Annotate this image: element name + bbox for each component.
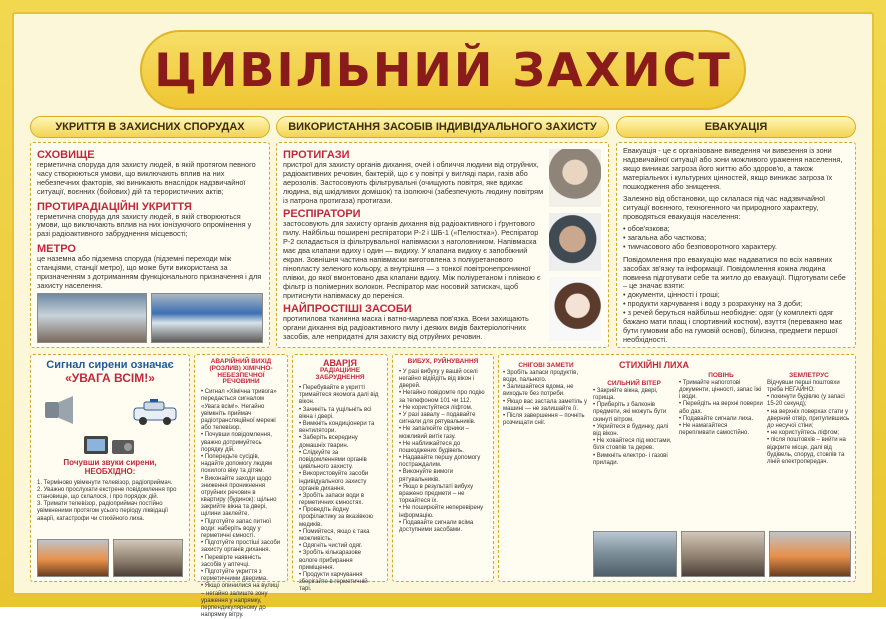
siren-step-3: 3. Тримати телевізор, радіоприймач постійно увімкненими протягом усього періоду ліквідації аварії, катастрофи чи стихійного лиха. bbox=[37, 501, 169, 522]
flood-item-4: • Не намагайтеся перепливати самостійно. bbox=[679, 422, 750, 437]
snow-item-2: • Залишайтеся вдома, не виходьте без потреби. bbox=[503, 384, 574, 398]
explosion-item-4: • У разі завалу – подавайте сигнали для рятувальників. bbox=[399, 411, 476, 426]
explosion-item-10: • Не поширюйте неперевірену інформацію. bbox=[399, 505, 484, 519]
shelter-text: герметична споруда для захисту людей, в якій протягом певного часу створюються умови, що виключають вплив на них небезпечних факторів, які виникають внаслідок надзвичайної ситуації, воєнних (бойових) дій та терористичних актів; bbox=[37, 160, 256, 196]
explosion-item-3: • Не користуйтеся ліфтом. bbox=[399, 404, 473, 411]
accident-panel bbox=[292, 354, 388, 593]
quake-item-1: Відчувши перші поштовхи треба НЕГАЙНО: bbox=[767, 379, 840, 393]
accident-item-11: • Зробіть кількаразове вологе прибирання приміщення. bbox=[299, 550, 362, 571]
evacuation-panel bbox=[616, 142, 856, 348]
chemical-item-8: • Підготуйте укриття з герметичними дверима. bbox=[201, 568, 268, 583]
gas-mask-text: пристрої для захисту органів дихання, очей і обличчя людини від отруйних, радіоактивних речовин, бактерій, що є у повітрі у вигляді пари, газів або аерозолів. Застосовують фільтрувальні (очищують повітря, яке вдихає людина, від шкідливих домішок) та ізолюючі (забезпечують людину повітрям із патрона протигаза) протигази. bbox=[283, 160, 544, 205]
storm-photo bbox=[593, 531, 677, 577]
column-header-evacuation: ЕВАКУАЦІЯ bbox=[616, 116, 856, 138]
radio-tv-icon bbox=[81, 433, 137, 459]
snow-item-1: • Зробіть запаси продуктів, води, пального. bbox=[503, 369, 578, 383]
explosion-item-1: • У разі вибуху у вашій оселі негайно відійдіть від вікон і дверей. bbox=[399, 368, 478, 390]
shelters-panel bbox=[30, 142, 270, 348]
siren-step-2: 2. Уважно прослухати екстрене повідомлення про становище, що склалося, і про порядок дій. bbox=[37, 486, 177, 500]
metro-train-photo bbox=[151, 293, 263, 343]
quake-item-2: • покинути будівлю (у запасі 15-20 секунд); bbox=[767, 394, 845, 408]
flood-item-3: • Подавайте сигнали лиха. bbox=[679, 415, 754, 422]
chemical-item-1: • Сигнал «Хімічна тривога» передається сигналом «Увага всім!». Негайно увімкніть приймач радіотрансляційної мережі або телевізор. bbox=[201, 389, 277, 432]
snow-title: СНІГОВІ ЗАМЕТИ bbox=[518, 362, 574, 369]
disaster-title: СТИХІЙНІ ЛИХА bbox=[618, 360, 689, 370]
page-title: ЦИВІЛЬНИЙ ЗАХИСТ bbox=[154, 43, 732, 97]
title-banner bbox=[140, 30, 746, 110]
metro-station-photo bbox=[37, 293, 147, 343]
respirator-text: застосовують для захисту органів дихання від радіоактивного і ґрунтового пилу. Найбільш поширені респіратори Р-2 і ШБ-1 («Пелюстка»). Респіратор Р-2 складається із фільтрувальної напівмаски з наголовником. Напівмаска має два клапани вдиху і один — видиху. У клапана видиху є запобіжний екран. Зовнішня частина напівмаски виготовлена з поліуретанового пінопласту зеленого кольору, а внутрішня — з тонкої повітронепроникної плівки, до якої вмонтовано два клапани вдиху. Між поліуретаном і плівкою є фільтр із полімерних волокон. Респіратор має носовий затискач, щоб притиснути напівмаску до переніся. bbox=[283, 219, 541, 300]
evacuation-definition: Евакуація - це є організоване виведення чи вивезення із зони надзвичайної ситуації або зони можливого ураження населення, якщо виникає загроза його життю або здоров'ю, а також матеріальних і культурних цінностей, якщо виникає загроза їх пошкодження або знищення. bbox=[623, 146, 843, 191]
siren-panel bbox=[30, 354, 190, 582]
wind-item-4: • Не ховайтеся під мостами, біля стовпів та дерев. bbox=[593, 438, 672, 452]
siren-alarm-text: «УВАГА ВСІМ!» bbox=[65, 371, 155, 385]
snow-item-4: • Після завершення – почніть розчищати сніг. bbox=[503, 412, 585, 427]
accident-item-6: • Використовуйте засоби індивідуального захисту органів дихання. bbox=[299, 471, 369, 492]
evacuation-take-3: • з речей беруться найбільш необхідне: одяг (у комплекті одяг бажано мати плащ і спортивний костюм), взуття (переважно має бути гумовим або на гумовій основі), білизна, предмети першої необхідності. bbox=[623, 308, 843, 344]
chemical-item-3: • Попередьте сусідів, надайте допомогу людям похилого віку та дітям. bbox=[201, 453, 273, 475]
evacuation-take-2: • продукти харчування і воду з розрахунку на 3 доби; bbox=[623, 299, 803, 309]
flood-photo bbox=[681, 531, 765, 577]
police-car-icon bbox=[131, 397, 179, 427]
accident-item-3: • Вимкніть кондиціонери та вентилятори. bbox=[299, 421, 375, 435]
wind-title: СИЛЬНИЙ ВІТЕР bbox=[607, 380, 661, 387]
wind-item-2: • Приберіть з балконів предмети, які можуть бути скинуті вітром. bbox=[593, 402, 667, 423]
explosion-item-6: • Не наближайтеся до пошкоджених будівель. bbox=[399, 440, 464, 454]
quake-item-3: • на верхніх поверхах стати у дверний отвір, притулившись до несучої стіни; bbox=[767, 408, 850, 429]
chemical-item-9: • Якщо опинилися на вулиці – негайно залиште зону ураження у напрямку, перпендикулярному до напрямку вітру. bbox=[201, 583, 279, 619]
chemical-item-2: • Почувши повідомлення, уважно дотримуйтесь порядку дій. bbox=[201, 432, 272, 453]
wind-item-1: • Закрийте вікна, двері, горища. bbox=[593, 387, 658, 401]
respirator-heading: РЕСПІРАТОРИ bbox=[283, 208, 361, 221]
wind-item-3: • Укрийтеся в будинку, далі від вікон. bbox=[593, 423, 669, 437]
chemical-item-7: • Перевірте наявність засобів у аптечці. bbox=[201, 554, 262, 568]
siren-actions-heading: Почувши звуки сирени, НЕОБХІДНО: bbox=[63, 458, 157, 476]
gas-mask-heading: ПРОТИГАЗИ bbox=[283, 149, 350, 161]
flood-item-1: • Тримайте напоготові документи, цінності, запас їжі і води. bbox=[679, 379, 762, 401]
siren-step-1: 1. Терміново увімкнути телевізор, радіоприймач. bbox=[37, 479, 173, 486]
wind-item-5: • Вимкніть електро- і газові прилади. bbox=[593, 452, 668, 466]
explosion-panel bbox=[392, 354, 494, 582]
ppe-panel bbox=[276, 142, 609, 348]
explosion-item-9: • Якщо в результаті вибуху вражено предмети – не торкайтеся їх. bbox=[399, 483, 474, 505]
evacuation-type-2: • загальна або часткова; bbox=[623, 233, 707, 243]
explosion-item-5: • Не запалюйте сірники – можливий витік газу. bbox=[399, 426, 470, 440]
explosion-item-2: • Негайно повідомте про подію за телефоном 101 чи 112. bbox=[399, 390, 485, 404]
accident-item-2: • Зачиніть та ущільніть всі вікна і двері. bbox=[299, 406, 372, 420]
snow-item-3: • Якщо вас застала заметіль у машині — не залишайте її. bbox=[503, 398, 588, 412]
accident-item-12: • Продукти харчування зберігайте в герметичній тарі. bbox=[299, 571, 368, 593]
radiation-shelter-heading: ПРОТИРАДІАЦІЙНІ УКРИТТЯ bbox=[37, 200, 192, 213]
chemical-panel bbox=[194, 354, 288, 619]
metro-text: це наземна або підземна споруда (підземні переходи між станціями, станції метро), що може бути використана за призначенням з дотриманням функціонального призначення і для захисту населення. bbox=[37, 254, 262, 290]
evacuation-conditions: Залежно від обстановки, що склалася під час надзвичайної ситуації воєнного, техногенного чи природного характеру, проводяться евакуація населення: bbox=[623, 194, 826, 222]
snow-column bbox=[503, 363, 589, 427]
accident-item-1: • Перебувайте в укритті тримайтеся якомога далі від вікон. bbox=[299, 385, 379, 406]
quake-column bbox=[767, 373, 851, 466]
explosion-smoke-photo bbox=[37, 539, 109, 577]
quake-item-5: • після поштовхів – вийти на відкрите місце, далі від будівель, споруд, стовпів та ліній електропередач. bbox=[767, 437, 846, 465]
explosion-title: ВИБУХ, РУЙНУВАННЯ bbox=[407, 358, 479, 365]
evacuation-type-3: • тимчасового або безповоротного характеру. bbox=[623, 241, 777, 251]
chemical-item-4: • Виконайте заходи щодо зниження проникнення отруйних речовин в квартиру (будинок): щільно закрийте вікна та двері, щілини заклейте. bbox=[201, 475, 277, 518]
simple-mask-photo bbox=[549, 277, 601, 341]
accident-item-10: • Одягніть чистий одяг. bbox=[299, 543, 363, 550]
accident-item-8: • Проведіть йодну профілактику за вказівкою медиків. bbox=[299, 507, 373, 528]
industrial-smoke-photo bbox=[113, 539, 183, 577]
metro-heading: МЕТРО bbox=[37, 243, 76, 256]
explosion-item-7: • Надавайте першу допомогу постраждалим. bbox=[399, 455, 481, 469]
accident-item-5: • Слідкуйте за повідомленнями органів цивільного захисту. bbox=[299, 449, 367, 471]
siren-icon bbox=[39, 395, 79, 425]
accident-item-9: • Помийтеся, якщо є така можливість. bbox=[299, 528, 370, 542]
flood-title: ПОВІНЬ bbox=[708, 372, 734, 379]
gas-mask-photo bbox=[549, 149, 601, 207]
shelter-heading: СХОВИЩЕ bbox=[37, 149, 95, 161]
disaster-panel bbox=[498, 354, 856, 582]
evacuation-take-1: • документи, цінності і гроші; bbox=[623, 290, 720, 300]
accident-item-7: • Зробіть запаси води в герметичних ємностях. bbox=[299, 492, 365, 507]
explosion-item-8: • Виконуйте вимоги рятувальників. bbox=[399, 469, 454, 483]
siren-heading: Сигнал сирени означає bbox=[46, 359, 174, 371]
radiation-shelter-text: герметична споруда для захисту людей, в якій створюються умови, що виключають вплив на них іонізуючого опромінення у разі радіоактивного забруднення місцевості; bbox=[37, 211, 252, 239]
respirator-photo bbox=[549, 213, 601, 271]
flood-column bbox=[679, 373, 763, 437]
wind-column bbox=[593, 381, 675, 467]
chemical-title: АВАРІЙНИЙ ВИХІД (РОЗЛИВ) ХІМІЧНО-НЕБЕЗПЕЧНОЇ РЕЧОВИНИ bbox=[209, 358, 273, 386]
earthquake-photo bbox=[769, 531, 851, 577]
simple-means-text: протипилова тканинна маска і ватно-марлева пов'язка. Вони захищають органи дихання від радіоактивного пилу і деяких видів бактеріологічних засобів, але непридатні для захисту від отруйних речовин. bbox=[283, 314, 529, 342]
chemical-item-6: • Підготуйте простіші засоби захисту органів дихання. bbox=[201, 540, 281, 554]
simple-means-heading: НАЙПРОСТІШІ ЗАСОБИ bbox=[283, 303, 412, 316]
quake-item-4: • не користуйтесь ліфтом; bbox=[767, 430, 840, 437]
flood-item-2: • Перейдіть на верхні поверхи або дах. bbox=[679, 401, 763, 415]
accident-title: АВАРІЯ bbox=[322, 358, 358, 368]
column-header-ppe: ВИКОРИСТАННЯ ЗАСОБІВ ІНДИВІДУАЛЬНОГО ЗАХИСТУ bbox=[276, 116, 609, 138]
evacuation-type-1: • обов'язкова; bbox=[623, 224, 670, 234]
accident-subtitle: РАДІАЦІЙНЕ ЗАБРУДНЕННЯ bbox=[315, 367, 365, 382]
explosion-item-11: • Подавайте сигнали всіма доступними засобами. bbox=[399, 519, 474, 533]
quake-title: ЗЕМЛЕТРУС bbox=[789, 372, 829, 379]
column-header-shelters: УКРИТТЯ В ЗАХИСНИХ СПОРУДАХ bbox=[30, 116, 270, 138]
chemical-item-5: • Підготуйте запас питної води: наберіть воду у герметичні ємності. bbox=[201, 518, 272, 539]
evacuation-notice: Повідомлення про евакуацію має надаватися по всіх наявних засобах зв'язку та інформації. Повідомлення кожна людина повинна підготувати себе та житло до евакуації. Підготувати себе – це значає взяти: bbox=[623, 254, 846, 291]
accident-item-4: • Заберіть всередину домашніх тварин. bbox=[299, 435, 358, 449]
